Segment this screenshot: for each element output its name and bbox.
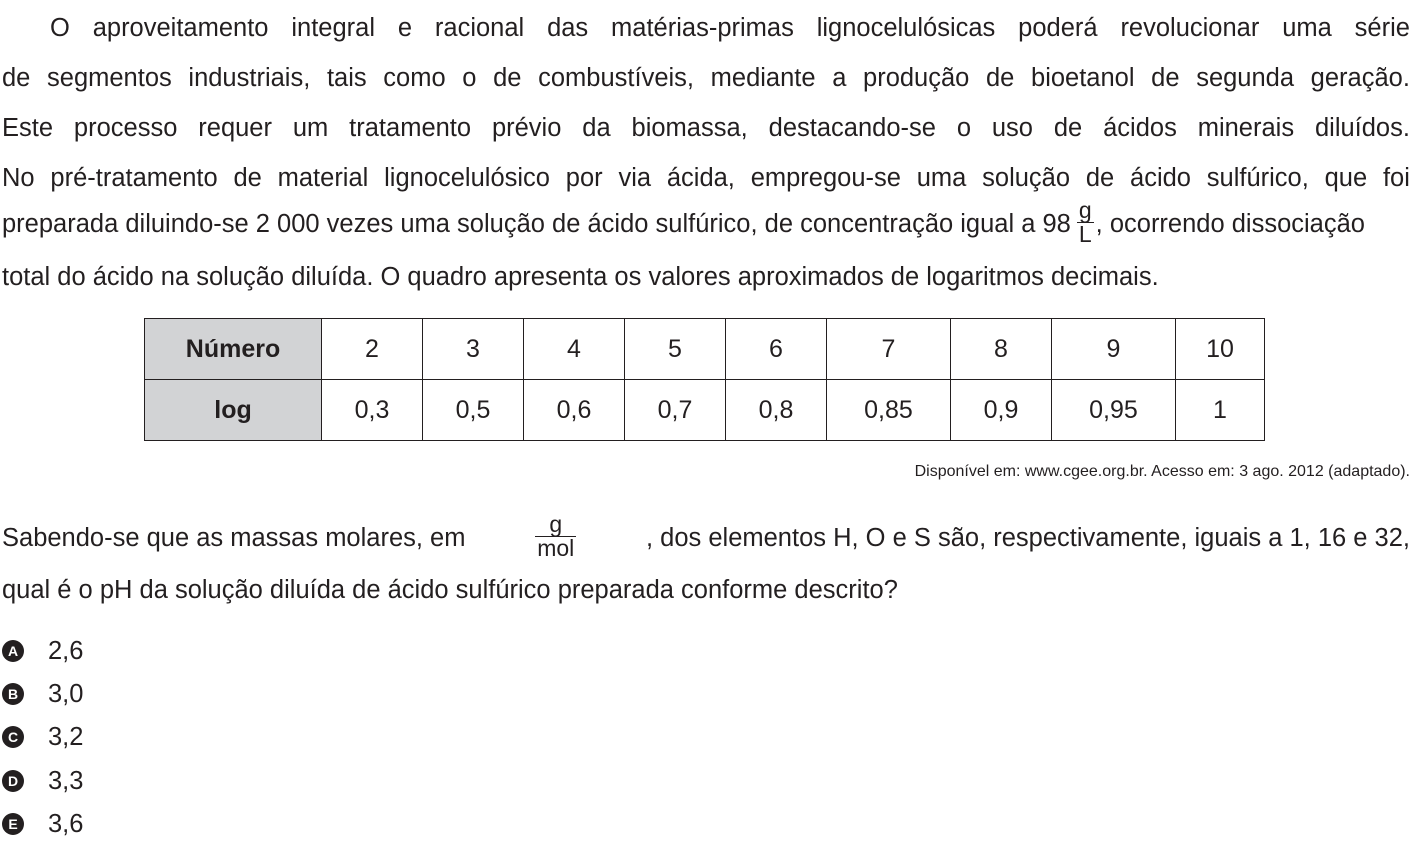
word: bioetanol <box>1031 64 1135 92</box>
line5-text-after: , ocorrendo dissociação <box>1095 210 1365 238</box>
fraction-numerator: g <box>535 513 576 537</box>
table-cell: 0,6 <box>524 380 625 441</box>
fraction-denominator: L <box>1078 220 1092 247</box>
table-cell: 0,7 <box>625 380 726 441</box>
option-c[interactable] <box>2 722 83 752</box>
word: produção <box>863 64 970 92</box>
table-cell: 6 <box>726 319 827 380</box>
word: minerais <box>1197 114 1295 142</box>
word: série <box>1354 14 1410 42</box>
word: poderá <box>1018 14 1098 42</box>
word: de <box>493 64 522 92</box>
word: segmentos <box>47 64 172 92</box>
word: de <box>1053 114 1083 142</box>
option-text: 3,2 <box>48 722 84 751</box>
word: lignocelulósicas <box>816 14 996 42</box>
table-row-logs <box>145 380 1265 441</box>
option-a[interactable] <box>2 636 83 666</box>
paragraph-line-4 <box>2 163 1410 193</box>
concentration-unit-fraction <box>1077 196 1094 247</box>
word: sulfúrico, <box>1206 164 1309 192</box>
word: revolucionar <box>1120 14 1260 42</box>
question-line-1 <box>2 512 1410 564</box>
word: um <box>292 114 329 142</box>
word: e <box>397 14 413 42</box>
table-cell: 8 <box>951 319 1052 380</box>
word: uso <box>991 114 1033 142</box>
word: o <box>462 64 477 92</box>
word: aproveitamento <box>92 14 269 42</box>
table-cell: 5 <box>625 319 726 380</box>
table-cell: 3 <box>423 319 524 380</box>
word: o <box>956 114 971 142</box>
table-header-log: log <box>145 380 322 441</box>
log-table <box>144 318 1265 441</box>
paragraph-line-3 <box>2 113 1410 143</box>
word: de <box>2 64 31 92</box>
word: prévio <box>491 114 562 142</box>
word: foi <box>1382 164 1410 192</box>
word: empregou-se <box>750 164 901 192</box>
word: via <box>618 164 652 192</box>
word: solução <box>982 164 1071 192</box>
paragraph-line-1 <box>50 13 1410 43</box>
table-cell: 0,3 <box>322 380 423 441</box>
word: uma <box>916 164 967 192</box>
table-cell: 0,5 <box>423 380 524 441</box>
word: da <box>582 114 611 142</box>
table-row-numbers <box>145 319 1265 380</box>
paragraph-line-5 <box>2 196 1410 249</box>
table-header-number: Número <box>145 319 322 380</box>
word: tais <box>326 64 367 92</box>
table-cell: 0,95 <box>1052 380 1176 441</box>
word: ácida, <box>666 164 735 192</box>
word: combustíveis, <box>538 64 694 92</box>
fraction-denominator: mol <box>537 534 575 561</box>
option-text: 2,6 <box>48 636 84 665</box>
word: tratamento <box>349 114 472 142</box>
word: de <box>1085 164 1115 192</box>
word: industriais, <box>188 64 311 92</box>
question-line-2: qual é o pH da solução diluída de ácido sulfúrico preparada conforme descrito? <box>2 576 898 604</box>
word: segunda <box>1196 64 1295 92</box>
table-cell: 4 <box>524 319 625 380</box>
word: matérias-primas <box>611 14 794 42</box>
source-citation: Disponível em: www.cgee.org.br. Acesso em: 3 ago. 2012 (adaptado). <box>914 463 1410 480</box>
word: geração. <box>1310 64 1410 92</box>
option-text: 3,3 <box>48 766 84 795</box>
word: uma <box>1282 14 1332 42</box>
word: por <box>565 164 603 192</box>
word: biomassa, <box>631 114 748 142</box>
paragraph-line-6: total do ácido na solução diluída. O quadro apresenta os valores aproximados de logaritmos decimais. <box>2 263 1159 291</box>
word: de <box>1151 64 1180 92</box>
line5-text-before: preparada diluindo-se 2 000 vezes uma solução de ácido sulfúrico, de concentração igual a 98 <box>2 210 1071 238</box>
word: de <box>233 164 262 192</box>
word: destacando-se <box>768 114 936 142</box>
table-cell: 10 <box>1176 319 1265 380</box>
word: lignocelulósico <box>384 164 550 192</box>
question-text-before: Sabendo-se que as massas molares, em <box>2 524 466 552</box>
molar-mass-unit-fraction <box>535 510 576 561</box>
word: integral <box>291 14 375 42</box>
word: material <box>277 164 369 192</box>
word: pré-tratamento <box>50 164 218 192</box>
word: a <box>832 64 847 92</box>
word: das <box>547 14 589 42</box>
table-cell: 0,8 <box>726 380 827 441</box>
word: como <box>383 64 446 92</box>
table-cell: 2 <box>322 319 423 380</box>
table-cell: 7 <box>827 319 951 380</box>
option-e[interactable] <box>2 809 83 839</box>
option-letter-badge: E <box>2 813 24 835</box>
table-cell: 0,85 <box>827 380 951 441</box>
word: mediante <box>710 64 816 92</box>
table-cell: 1 <box>1176 380 1265 441</box>
fraction-numerator: g <box>1078 196 1092 223</box>
question-text-after: , dos elementos H, O e S são, respectivamente, iguais a 1, 16 e 32, <box>645 524 1410 552</box>
option-text: 3,0 <box>48 679 84 708</box>
word: que <box>1324 164 1368 192</box>
word: Este <box>2 114 54 142</box>
option-text: 3,6 <box>48 809 84 838</box>
word: ácido <box>1130 164 1191 192</box>
option-letter-badge: A <box>2 640 24 662</box>
table-cell: 0,9 <box>951 380 1052 441</box>
option-letter-badge: C <box>2 726 24 748</box>
word: processo <box>73 114 178 142</box>
option-letter-badge: D <box>2 770 24 792</box>
option-d[interactable] <box>2 766 83 796</box>
word: No <box>2 164 35 192</box>
word: racional <box>434 14 525 42</box>
paragraph-line-2 <box>2 63 1410 93</box>
word: de <box>986 64 1015 92</box>
word: requer <box>198 114 272 142</box>
option-b[interactable] <box>2 679 83 709</box>
word: ácidos <box>1103 114 1177 142</box>
word: diluídos. <box>1314 114 1410 142</box>
option-letter-badge: B <box>2 683 24 705</box>
word: O <box>50 14 70 42</box>
table-cell: 9 <box>1052 319 1176 380</box>
